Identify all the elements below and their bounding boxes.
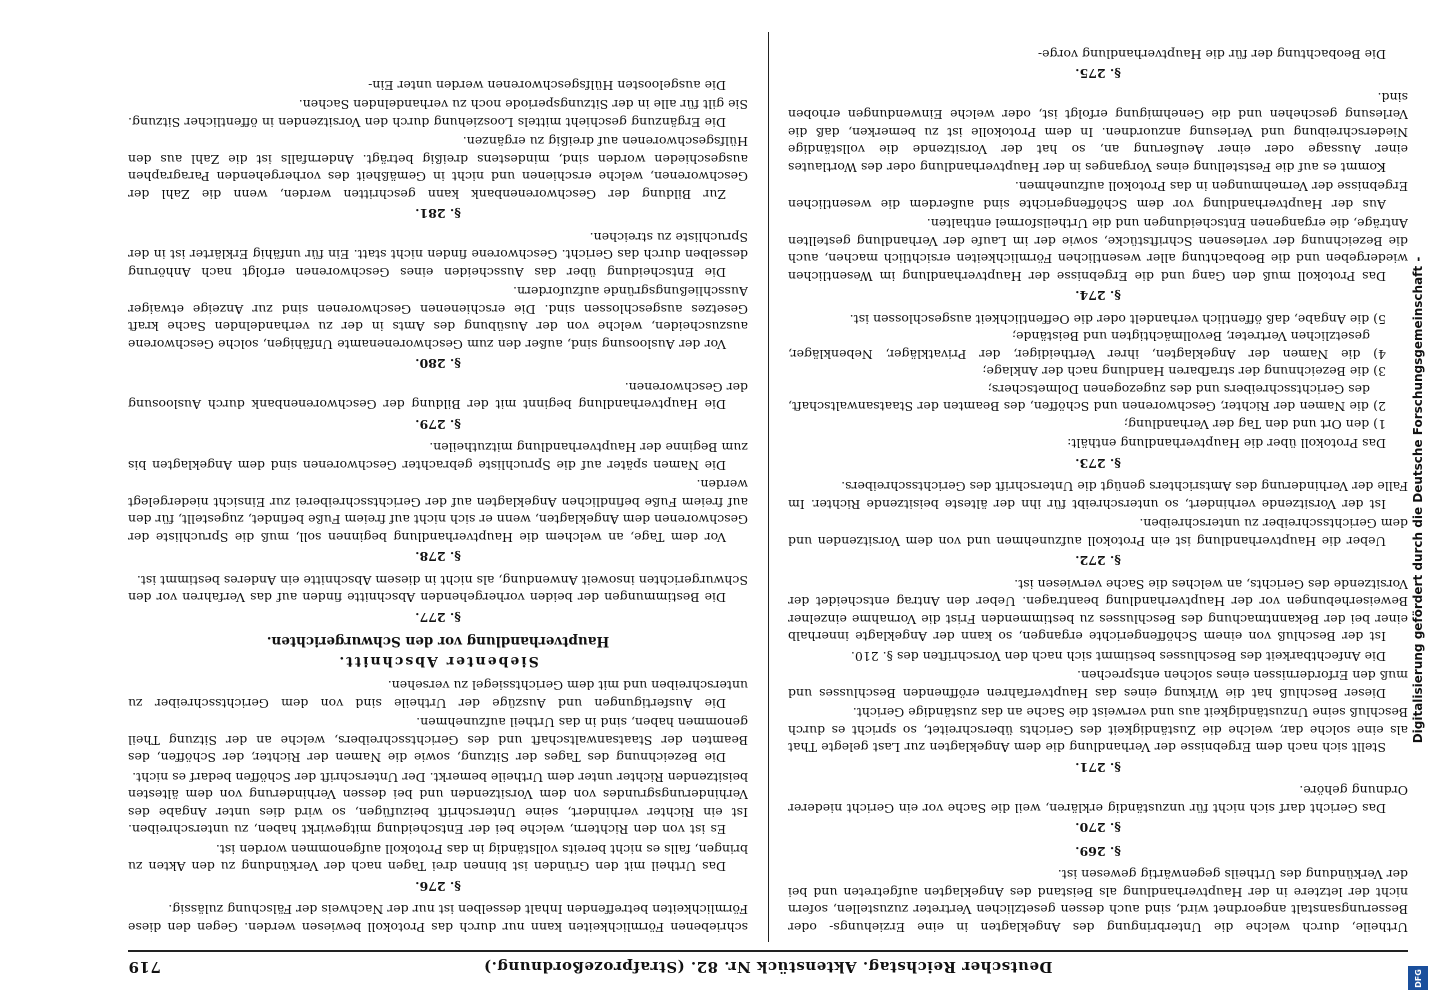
paragraph: schriebenen Förmlichkeiten kann nur durch das Protokoll bewiesen werden. Gegen den diese Förmlichkeiten betreffenden Inhalt desselben ist nur der Nachweis der Fälschung zulässig.: [128, 902, 748, 935]
list-item: 3) die Bezeichnung der strafbaren Handlung nach der Anklage;: [982, 364, 1386, 380]
paragraph: Aus der Hauptverhandlung vor dem Schöffengerichte sind außerdem die wesentlichen Ergebnisse der Vernehmungen in das Protokoll aufzunehmen.: [788, 179, 1408, 212]
section-heading: §. 278.: [415, 549, 461, 565]
section-heading: §. 276.: [415, 879, 461, 894]
document-page: [128, 18, 1408, 982]
paragraph: Zur Bildung der Geschworenenbank kann geschritten werden, wenn die Zahl der Geschworenen, welche erschienen und nicht in Gemäßheit des vorhergehenden Paragraphen ausgeschieden worden sind, mindestens dreißig beträgt. Andernfalls ist die Zahl aus den Hülfsgeschworenen auf dreißig zu ergänzen.: [128, 134, 748, 202]
paragraph: Das Protokoll muß den Gang und die Ergebnisse der Hauptverhandlung im Wesentlichen wiedergeben und die Beobachtung aller wesentlichen Förmlichkeiten ersichtlich machen, auch die Bezeichnung der verlesenen Schriftstücke, sowie der im Laufe der Verhandlung gestellten Anträge, die ergangenen Entscheidungen und die Urtheilsformel enthalten.: [788, 216, 1408, 284]
section-heading: §. 277.: [415, 610, 461, 625]
paragraph: Vor der Ausloosung sind, außer den zum Geschworenenamte Unfähigen, solche Geschworene auszuscheiden, welche von der Ausübung des Amts in der zu verhandelnden Sache kraft Gesetzes ausgeschlossen sind. Die erschienenen Geschworenen sind zur Anzeige etwaiger Ausschließungsgründe aufzufordern.: [128, 284, 748, 352]
section-heading: §. 273.: [1075, 456, 1121, 471]
paragraph: Ist der Vorsitzende verhindert, so unterschreibt für ihn der älteste beisitzende Richter. Im Falle der Verhinderung des Amtsrichters genügt die Unterschrift des Gerichtsschreibers.: [788, 479, 1408, 512]
section-heading: §. 270.: [1075, 820, 1121, 836]
list-item: 5) die Angabe, daß öffentlich verhandelt oder die Oeffentlichkeit ausgeschlossen ist.: [849, 312, 1386, 327]
paragraph: Das Gericht darf sich nicht für unzuständig erklären, weil die Sache vor ein Gericht niederer Ordnung gehöre.: [788, 783, 1408, 816]
funding-caption: Digitalisierung gefördert durch die Deutsche Forschungsgemeinschaft -: [1411, 256, 1425, 744]
paragraph: Kommt es auf die Feststellung eines Vorganges in der Hauptverhandlung oder des Wortlautes einer Aussage oder einer Aeußerung an, so hat der Vorsitzende die vollständige Niederschreibung und Verlesung anzuordnen. In dem Protokolle ist zu bemerken, daß die Verlesung geschehen und die Genehmigung erfolgt ist, oder welche Einwendungen erhoben sind.: [788, 90, 1408, 175]
section-heading: §. 269.: [1075, 844, 1121, 859]
page-title: Deutscher Reichstag. Aktenstück Nr. 82. (Strafprozeßordnung.): [483, 958, 1053, 976]
paragraph: Vor dem Tage, an welchem die Hauptverhandlung beginnen soll, muß die Spruchliste der Geschworenen dem Angeklagten, wenn er sich nicht auf freiem Fuße befindet, zugestellt, für den auf freiem Fuße befindlichen Angeklagten auf der Gerichtsschreiberei zur Einsicht niedergelegt werden.: [128, 477, 748, 545]
section-heading: §. 280.: [415, 356, 461, 372]
paragraph: Die ausgeloosten Hülfsgeschworenen werden unter Ein-: [368, 78, 726, 93]
column-divider: [768, 32, 769, 942]
paragraph: Stellt sich nach dem Ergebnisse der Verhandlung die dem Angeklagten zur Last gelegte That als eine solche dar, welche die Zuständigkeit des Gerichts überschreitet, so spricht es durch Beschluß seine Unzuständigkeit aus und verweist die Sache an das zuständige Gericht.: [788, 705, 1408, 756]
page-number: 719: [128, 958, 161, 976]
chapter-subheading: Hauptverhandlung vor den Schwurgerichten.: [266, 633, 610, 650]
dfg-logo: [1408, 966, 1428, 990]
section-heading: §. 274.: [1075, 288, 1121, 304]
paragraph: Die Bestimmungen der beiden vorhergehenden Abschnitte finden auf das Verfahren vor den Schwurgerichten insoweit Anwendung, als nicht in diesem Abschnitte ein Anderes bestimmt ist.: [128, 573, 748, 606]
section-heading: §. 279.: [415, 417, 461, 432]
paragraph: Es ist von den Richtern, welche bei der Entscheidung mitgewirkt haben, zu unterschreiben. Ist ein Richter verhindert, seine Unterschrift beizufügen, so wird dies unter Angabe des Verhinderungsgrundes von dem Vorsitzenden und bei dessen Verhinderung von dem ältesten beisitzenden Richter unter dem Urtheile bemerkt. Der Unterschrift der Schöffen bedarf es nicht.: [128, 770, 748, 838]
paragraph: Dieser Beschluß hat die Wirkung eines das Hauptverfahren eröffnenden Beschlusses und muß den Erfordernissen eines solchen entsprechen.: [788, 668, 1408, 701]
section-heading: §. 271.: [1075, 760, 1121, 775]
page-header: [128, 950, 1408, 982]
paragraph: Die Namen später auf die Spruchliste gebrachter Geschworenen sind dem Angeklagten bis zum Beginne der Hauptverhandlung mitzutheilen.: [128, 440, 748, 473]
paragraph: Die Beobachtung der für die Hauptverhandlung vorge-: [1037, 47, 1386, 62]
list-item: 4) die Namen der Angeklagten, ihrer Vertheidiger, der Privatkläger, Nebenkläger, gesetzlichen Vertreter, Bevollmächtigten und Beistände;: [788, 329, 1386, 362]
paragraph: Ist der Beschluß von einem Schöffengerichte ergangen, so kann der Angeklagte innerhalb einer bei der Bekanntmachung des Beschlusses zu bestimmenden Frist die Vornahme einzelner Beweiserhebungen vor der Hauptverhandlung beantragen. Ueber den Antrag entscheidet der Vorsitzende des Gerichts, an welches die Sache verwiesen ist.: [788, 577, 1408, 645]
section-heading: §. 275.: [1075, 66, 1121, 82]
list-item: 1) den Ort und den Tag der Verhandlung;: [1123, 417, 1386, 432]
enumerated-list: [788, 311, 1408, 434]
list-item: 2) die Namen der Richter, Geschworenen und Schöffen, des Beamten der Staatsanwaltschaft, des Gerichtsschreibers und des zugezogenen Dolmetschers;: [788, 382, 1386, 415]
section-heading: §. 272.: [1075, 553, 1121, 569]
chapter-heading: Siebenter Abschnitt.: [337, 653, 539, 669]
paragraph: Die Entscheidung über das Ausscheiden eines Geschworenen erfolgt nach Anhörung desselben durch das Gericht. Geschworene finden nicht statt. Ein für unfähig Erklärter ist in der Spruchliste zu streichen.: [128, 230, 748, 280]
paragraph: Das Urtheil mit den Gründen ist binnen drei Tagen nach der Verkündung zu den Akten zu bringen, falls es nicht bereits vollständig in das Protokoll aufgenommen worden ist.: [128, 842, 748, 875]
paragraph: Ueber die Hauptverhandlung ist ein Protokoll aufzunehmen und von dem Vorsitzenden und dem Gerichtsschreiber zu unterschreiben.: [788, 516, 1408, 549]
paragraph: Die Anfechtbarkeit des Beschlusses bestimmt sich nach den Vorschriften des §. 210.: [850, 649, 1386, 664]
paragraph: Die Ergänzung geschieht mittels Loosziehung durch den Vorsitzenden in öffentlicher Sitzung. Sie gilt für alle in der Sitzungsperiode noch zu verhandelnden Sachen.: [128, 97, 748, 130]
side-caption-strip: [1404, 0, 1432, 1000]
paragraph: Die Ausfertigungen und Auszüge der Urtheile sind von dem Gerichtsschreiber zu unterschreiben und mit dem Gerichtssiegel zu versehen.: [128, 678, 748, 711]
right-column: [128, 36, 748, 936]
paragraph: Das Protokoll über die Hauptverhandlung enthält:: [1067, 436, 1386, 452]
section-heading: §. 281.: [415, 206, 461, 222]
dfg-logo-text: DFG: [1413, 968, 1423, 988]
left-column: [788, 36, 1408, 936]
paragraph: Urtheile, durch welche die Unterbringung des Angeklagten in eine Erziehungs- oder Besserungsanstalt angeordnet wird, sind auch dessen gesetzlichen Vertreter zuzustellen, sofern nicht der letztere in der Hauptverhandlung als Beistand des Angeklagten aufgetreten und bei der Verkündung des Urtheils gegenwärtig gewesen ist.: [788, 867, 1408, 935]
paragraph: Die Hauptverhandlung beginnt mit der Bildung der Geschworenenbank durch Ausloosung der Geschworenen.: [128, 380, 748, 413]
paragraph: Die Bezeichnung des Tages der Sitzung, sowie die Namen der Richter, der Schöffen, des Beamten der Staatsanwaltschaft und des Gerichtsschreibers, welche an der Sitzung Theil genommen haben, sind in das Urtheil aufzunehmen.: [128, 715, 748, 766]
